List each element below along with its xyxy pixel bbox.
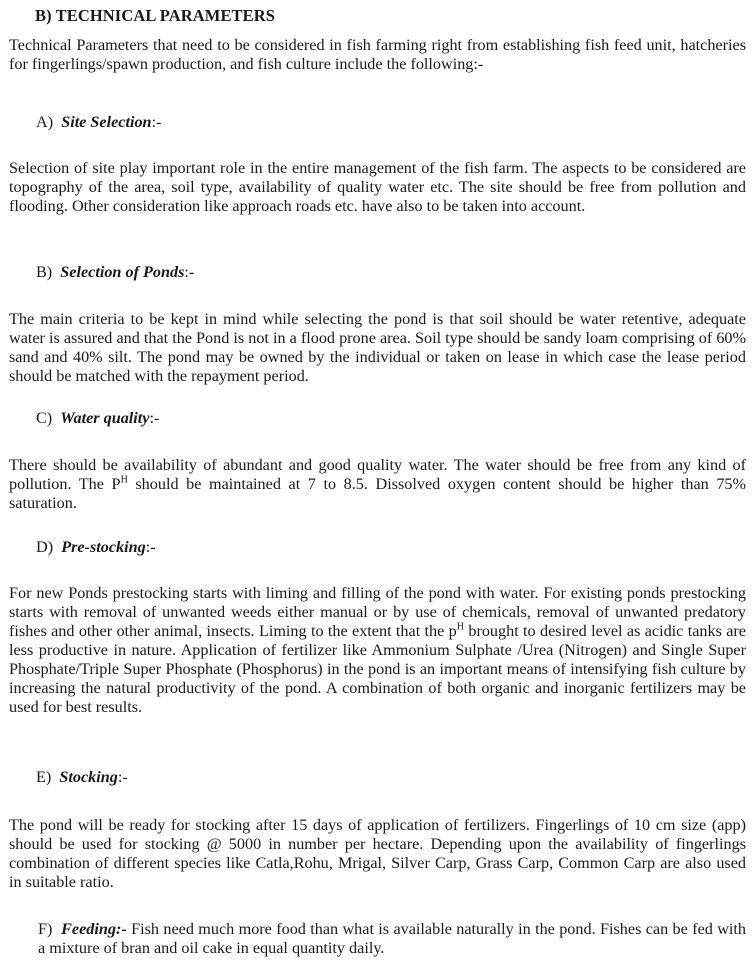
- paragraph-text: Fish need much more food than what is available naturally in the pond. Fishes can be fed with a mixture of bran and oil cake in equal quantity daily.: [38, 920, 746, 957]
- paragraph-text: should be maintained at 7 to 8.5. Dissolved oxygen content should be higher than 75% saturation.: [9, 475, 746, 512]
- pre-stocking-paragraph: [9, 584, 746, 717]
- subheading-pre-stocking: [36, 538, 156, 557]
- subheading-title: Pre-stocking: [61, 538, 146, 556]
- section-heading: B) TECHNICAL PARAMETERS: [35, 6, 276, 25]
- subheading-title: Stocking: [59, 768, 118, 786]
- subheading-title: Selection of Ponds: [60, 263, 185, 281]
- subheading-marker: E): [36, 768, 52, 786]
- site-selection-paragraph: Selection of site play important role in the entire management of the fish farm. The aspects to be considered are topography of the area, soil type, availability of quality water etc. The site should be free from pollution and flooding. Other consideration like approach roads etc. have also to be taken into account.: [9, 159, 746, 215]
- paragraph-text: For new Ponds prestocking starts with liming and filling of the pond with water. For existing ponds prestocking starts with removal of unwanted weeds either manual or by use of chemicals, removal of unwanted predatory fishes and other other animal, insects. Liming to the extent that the p: [9, 584, 746, 640]
- subheading-title: Water quality: [60, 409, 150, 427]
- subheading-suffix: :-: [145, 538, 156, 556]
- subheading-marker: B): [36, 263, 53, 281]
- subheading-title: Feeding:-: [61, 920, 127, 938]
- superscript: H: [120, 474, 128, 486]
- paragraph-text: brought to desired level as acidic tanks are less productive in nature. Application of fertilizer like Ammonium Sulphate /Urea (Nitrogen) and Single Super Phosphate/Triple Super Phosphate (Phosphorus) in the pond is an important means of intensifying fish culture by increasing the natural productivity of the pond. A combination of both organic and inorganic fertilizers may be used for best results.: [9, 622, 746, 716]
- subheading-marker: F): [38, 920, 53, 938]
- paragraph-text: There should be availability of abundant and good quality water. The water should be free from any kind of pollution. The P: [9, 456, 746, 493]
- subheading-water-quality: [36, 409, 159, 428]
- subheading-site-selection: [36, 113, 161, 132]
- intro-paragraph: Technical Parameters that need to be considered in fish farming right from establishing fish feed unit, hatcheries for fingerlings/spawn production, and fish culture include the following:-: [9, 36, 746, 73]
- subheading-suffix: :-: [184, 263, 195, 281]
- subheading-suffix: :-: [149, 409, 160, 427]
- stocking-paragraph: The pond will be ready for stocking after 15 days of application of fertilizers. Fingerlings of 10 cm size (app) should be used for stocking @ 5000 in number per hectare. Depending upon the availability of fingerlings combination of different species like Catla,Rohu, Mrigal, Silver Carp, Grass Carp, Common Carp are also used in suitable ratio.: [9, 816, 746, 891]
- subheading-marker: C): [36, 409, 53, 427]
- feeding-paragraph: [38, 920, 746, 958]
- subheading-suffix: :-: [151, 113, 162, 131]
- superscript: H: [456, 621, 464, 633]
- subheading-marker: D): [36, 538, 54, 556]
- subheading-title: Site Selection: [61, 113, 152, 131]
- selection-of-ponds-paragraph: The main criteria to be kept in mind while selecting the pond is that soil should be water retentive, adequate water is assured and that the Pond is not in a flood prone area. Soil type should be sandy loam comprising of 60% sand and 40% silt. The pond may be owned by the individual or taken on lease in which case the lease period should be matched with the repayment period.: [9, 310, 746, 385]
- subheading-selection-of-ponds: [36, 263, 194, 282]
- subheading-stocking: [36, 768, 128, 787]
- subheading-suffix: :-: [117, 768, 128, 786]
- subheading-marker: A): [36, 113, 54, 131]
- water-quality-paragraph: [9, 456, 746, 513]
